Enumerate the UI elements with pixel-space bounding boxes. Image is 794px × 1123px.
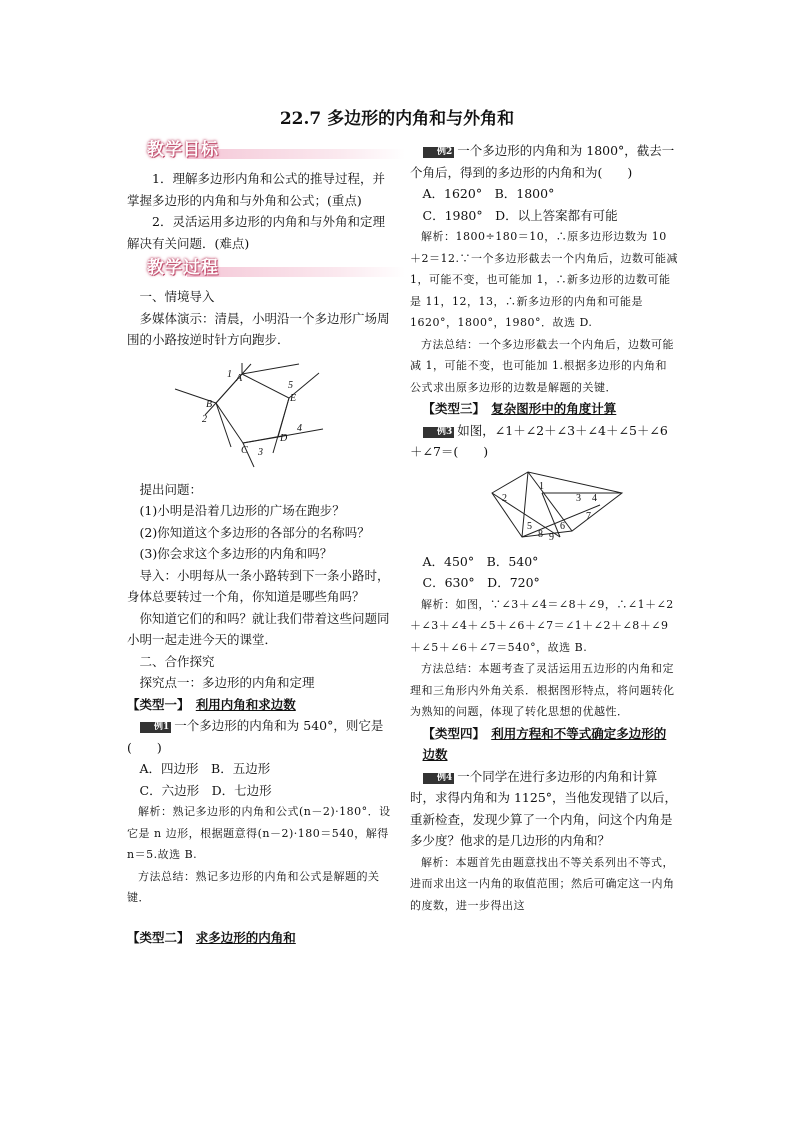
example-2-solution: 解析：1800÷180＝10，∴原多边形边数为 10＋2＝12.∵一个多边形截去一个内角后，边数可能减 1，可能不变，也可能加 1，∴新多边形的边数可能是 11，12，13，∴新多边形的内角和可能是 1620°，1800°，1980°．故选 D. bbox=[410, 230, 678, 329]
lead-text-2: 你知道它们的和吗？就让我们带着这些问题同小明一起走进今天的课堂． bbox=[127, 610, 390, 647]
example-3: 例3 如图，∠1＋∠2＋∠3＋∠4＋∠5＋∠6＋∠7＝( ) bbox=[410, 422, 668, 459]
svg-text:7: 7 bbox=[586, 510, 591, 522]
intro-text: 多媒体演示：清晨，小明沿一个多边形广场周围的小路按逆时针方向跑步． bbox=[127, 310, 390, 347]
svg-text:4: 4 bbox=[592, 492, 597, 504]
example-tag: 例4 bbox=[423, 773, 455, 784]
svg-text:5: 5 bbox=[527, 520, 532, 532]
type-3-heading: 【类型三】 复杂图形中的角度计算 bbox=[422, 401, 617, 416]
example-2-options-c: C．1980° D．以上答案都有可能 bbox=[422, 207, 618, 223]
svg-text:3: 3 bbox=[258, 446, 263, 458]
svg-text:B: B bbox=[206, 398, 213, 410]
type-4-heading: 【类型四】 利用方程和不等式确定多边形的边数 bbox=[422, 725, 667, 762]
example-tag: 例2 bbox=[423, 147, 455, 158]
left-column bbox=[127, 140, 395, 948]
goal-2: 2．灵活运用多边形的内角和与外角和定理解决有关问题．(难点) bbox=[127, 214, 385, 251]
example-1: 例1 一个多边形的内角和为 540°，则它是( ) bbox=[127, 718, 384, 755]
svg-text:C: C bbox=[241, 444, 248, 456]
svg-text:1: 1 bbox=[227, 368, 232, 380]
page-title: 22.7 多边形的内角和与外角和 bbox=[279, 109, 515, 129]
question-prompt: 提出问题： bbox=[139, 481, 203, 497]
svg-text:3: 3 bbox=[576, 492, 581, 504]
explore-point-1: 探究点一：多边形的内角和定理 bbox=[139, 675, 315, 690]
example-tag: 例3 bbox=[423, 427, 455, 438]
example-2: 例2 一个多边形的内角和为 1800°，截去一个角后，得到的多边形的内角和为( ) bbox=[410, 143, 675, 180]
example-tag: 例1 bbox=[140, 722, 172, 733]
svg-text:E: E bbox=[290, 392, 297, 404]
section-heading: 一、情境导入 bbox=[139, 289, 215, 304]
svg-text:D: D bbox=[280, 432, 288, 444]
section-banner-process: 教学过程 bbox=[127, 258, 395, 284]
example-1-summary: 方法总结：熟记多边形的内角和公式是解题的关键． bbox=[127, 869, 380, 904]
question-3: (3)你会求这个多边形的内角和吗？ bbox=[139, 546, 333, 561]
goal-1: 1．理解多边形内角和公式的推导过程，并掌握多边形的内角和与外角和公式；(重点) bbox=[127, 171, 385, 208]
example-2-options-a: A．1620° B．1800° bbox=[422, 186, 555, 201]
example-2-summary: 方法总结：一个多边形截去一个内角后，边数可能减 1，可能不变，也可能加 1.根据多边形的内角和公式求出原多边形的边数是解题的关键． bbox=[410, 337, 674, 394]
svg-text:4: 4 bbox=[297, 422, 302, 434]
svg-text:2: 2 bbox=[202, 413, 207, 425]
example-3-options-a: A．450° B．540° bbox=[422, 553, 539, 569]
example-1-options-c: C．六边形 D．七边形 bbox=[139, 782, 272, 798]
section-heading-2: 二、合作探究 bbox=[139, 653, 215, 669]
example-1-options-a: A．四边形 B．五边形 bbox=[139, 761, 271, 776]
right-column bbox=[410, 140, 678, 916]
section-banner-goals: 教学目标 bbox=[127, 140, 395, 166]
pentagon-path-figure bbox=[127, 355, 395, 475]
svg-text:A: A bbox=[236, 372, 243, 384]
example-3-options-c: C．630° D．720° bbox=[422, 575, 540, 590]
example-3-solution: 解析：如图，∵∠3＋∠4＝∠8＋∠9，∴∠1＋∠2＋∠3＋∠4＋∠5＋∠6＋∠7＝∠1＋∠2＋∠8＋∠9＋∠5＋∠6＋∠7＝540°，故选 B. bbox=[410, 597, 674, 654]
example-4: 例4 一个同学在进行多边形的内角和计算时，求得内角和为 1125°，当他发现错了以后，重新检查，发现少算了一个内角，问这个内角是多少度？他求的是几边形的内角和？ bbox=[410, 768, 678, 848]
lead-text: 导入：小明每从一条小路转到下一条小路时，身体总要转过一个角，你知道是哪些角吗？ bbox=[127, 567, 390, 604]
svg-text:9: 9 bbox=[549, 531, 554, 543]
svg-text:6: 6 bbox=[560, 520, 565, 532]
svg-text:5: 5 bbox=[288, 379, 293, 391]
example-3-summary: 方法总结：本题考查了灵活运用五边形的内角和定理和三角形内外角关系．根据图形特点，将问题转化为熟知的问题，体现了转化思想的优越性． bbox=[410, 662, 675, 718]
svg-text:2: 2 bbox=[502, 492, 507, 504]
star-angles-figure bbox=[410, 467, 678, 547]
svg-text:1: 1 bbox=[539, 480, 544, 492]
question-2: (2)你知道这个多边形的各部分的名称吗？ bbox=[139, 524, 370, 540]
svg-text:8: 8 bbox=[538, 528, 543, 540]
question-1: (1)小明是沿着几边形的广场在跑步？ bbox=[139, 503, 345, 518]
example-4-solution: 解析：本题首先由题意找出不等关系列出不等式，进而求出这一内角的取值范围；然后可确定这一内角的度数，进一步得出这 bbox=[410, 855, 675, 912]
type-1-heading: 【类型一】 利用内角和求边数 bbox=[127, 696, 296, 712]
example-1-solution: 解析：熟记多边形的内角和公式(n－2)·180°．设它是 n 边形，根据题意得(n－2)·180＝540，解得 n＝5.故选 B. bbox=[127, 805, 391, 861]
type-2-heading: 【类型二】 求多边形的内角和 bbox=[127, 929, 296, 945]
